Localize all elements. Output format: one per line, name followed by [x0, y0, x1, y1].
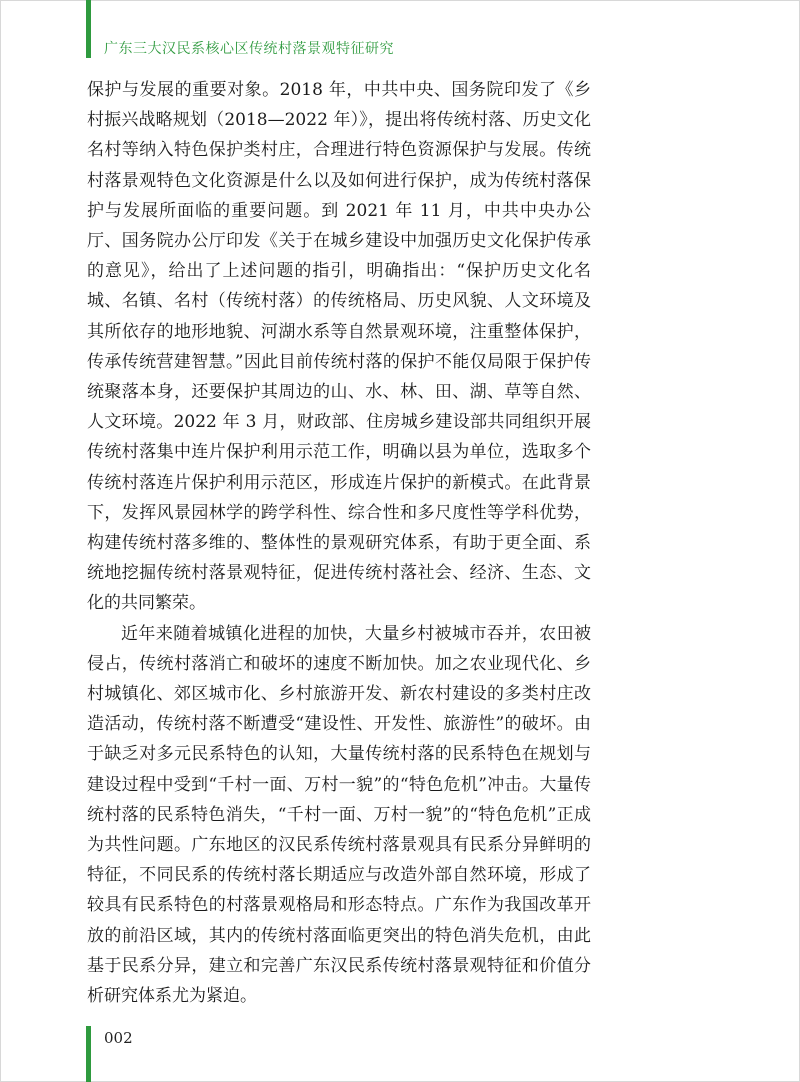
paragraph-continued: 保护与发展的重要对象。2018 年，中共中央、国务院印发了《乡村振兴战略规划（2018—2022 年）》，提出将传统村落、历史文化名村等纳入特色保护类村庄，合理进行特色资源保护与发展。传统村落景观特色文化资源是什么以及如何进行保护，成为传统村落保护与发展所面临的重要问题。到 2021 年 11 月，中共中央办公厅、国务院办公厅印发《关于在城乡建设中加强历史文化保护传承的意见》，给出了上述问题的指引，明确指出：“保护历史文化名城、名镇、名村（传统村落）的传统格局、历史风貌、人文环境及其所依存的地形地貌、河湖水系等自然景观环境，注重整体保护，传承传统营建智慧。”因此目前传统村落的保护不能仅局限于保护传统聚落本身，还要保护其周边的山、水、林、田、湖、草等自然、人文环境。2022 年 3 月，财政部、住房城乡建设部共同组织开展传统村落集中连片保护利用示范工作，明确以县为单位，选取多个传统村落连片保护利用示范区，形成连片保护的新模式。在此背景下，发挥风景园林学的跨学科性、综合性和多尺度性等学科优势，构建传统村落多维的、整体性的景观研究体系，有助于更全面、系统地挖掘传统村落景观特征，促进传统村落社会、经济、生态、文化的共同繁荣。 [87, 80, 591, 614]
header-accent-bar [86, 0, 91, 58]
running-header-title: 广东三大汉民系核心区传统村落景观特征研究 [104, 41, 394, 57]
paragraph: 近年来随着城镇化进程的加快，大量乡村被城市吞并，农田被侵占，传统村落消亡和破坏的速度不断加快。加之农业现代化、乡村城镇化、郊区城市化、乡村旅游开发、新农村建设的多类村庄改造活动，传统村落不断遭受“建设性、开发性、旅游性”的破坏。由于缺乏对多元民系特色的认知，大量传统村落的民系特色在规划与建设过程中受到“千村一面、万村一貌”的“特色危机”冲击。大量传统村落的民系特色消失，“千村一面、万村一貌”的“特色危机”正成为共性问题。广东地区的汉民系传统村落景观具有民系分异鲜明的特征，不同民系的传统村落长期适应与改造外部自然环境，形成了较具有民系特色的村落景观格局和形态特点。广东作为我国改革开放的前沿区域，其内的传统村落面临更突出的特色消失危机，由此基于民系分异，建立和完善广东汉民系传统村落景观特征和价值分析研究体系尤为紧迫。 [87, 623, 591, 1007]
footer-accent-bar [86, 1026, 91, 1082]
body-text [87, 75, 591, 1011]
page-number: 002 [104, 1029, 133, 1047]
